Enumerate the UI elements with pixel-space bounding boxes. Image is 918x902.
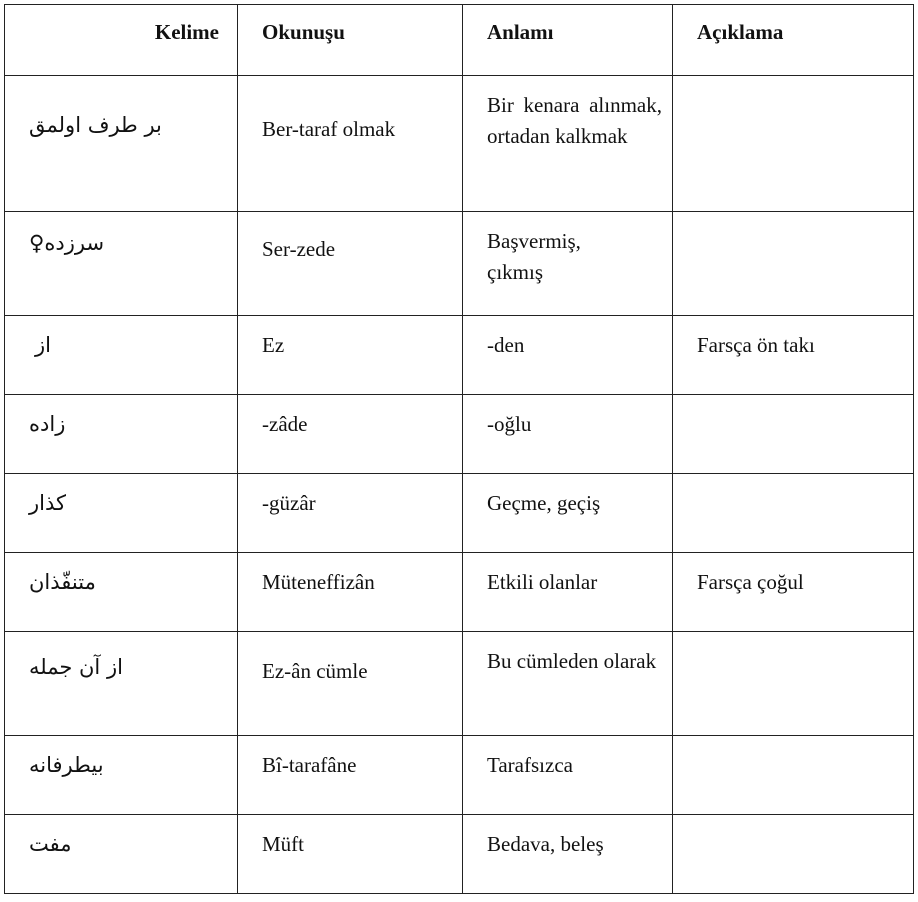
- cell-kelime: بر طرف اولمق: [5, 76, 238, 212]
- cell-aciklama: [673, 815, 914, 894]
- cell-aciklama: [673, 212, 914, 316]
- table-row: [5, 553, 914, 632]
- cell-aciklama: [673, 474, 914, 553]
- header-kelime: Kelime: [5, 5, 238, 76]
- table-row: [5, 76, 914, 212]
- table-row: [5, 316, 914, 395]
- cell-aciklama: [673, 76, 914, 212]
- table-row: [5, 474, 914, 553]
- table-header-row: [5, 5, 914, 76]
- cell-kelime: سرزده♀: [5, 212, 238, 316]
- cell-aciklama: [673, 736, 914, 815]
- cell-okunusu: -zâde: [238, 395, 463, 474]
- cell-anlami: Etkili olanlar: [463, 553, 673, 632]
- cell-okunusu: Ez: [238, 316, 463, 395]
- cell-okunusu: Müteneffizân: [238, 553, 463, 632]
- cell-aciklama: Farsça çoğul: [673, 553, 914, 632]
- cell-kelime: بيطرفانه: [5, 736, 238, 815]
- table-row: [5, 212, 914, 316]
- cell-anlami: -oğlu: [463, 395, 673, 474]
- cell-kelime: مفت: [5, 815, 238, 894]
- cell-anlami: Bu cümleden olarak: [463, 632, 673, 736]
- cell-okunusu: -güzâr: [238, 474, 463, 553]
- cell-aciklama: [673, 395, 914, 474]
- cell-okunusu: Ber-taraf olmak: [238, 76, 463, 212]
- table-row: [5, 815, 914, 894]
- vocabulary-table: [4, 4, 914, 894]
- cell-kelime: كذار: [5, 474, 238, 553]
- cell-anlami: Başvermiş, çıkmış: [463, 212, 673, 316]
- cell-anlami: -den: [463, 316, 673, 395]
- cell-kelime: از آن جمله: [5, 632, 238, 736]
- table-row: [5, 395, 914, 474]
- table-row: [5, 736, 914, 815]
- cell-kelime: زاده: [5, 395, 238, 474]
- cell-aciklama: Farsça ön takı: [673, 316, 914, 395]
- cell-kelime: متنفّذان: [5, 553, 238, 632]
- header-okunusu: Okunuşu: [238, 5, 463, 76]
- cell-okunusu: Ser-zede: [238, 212, 463, 316]
- cell-okunusu: Müft: [238, 815, 463, 894]
- cell-anlami: Geçme, geçiş: [463, 474, 673, 553]
- cell-anlami: Bedava, beleş: [463, 815, 673, 894]
- cell-kelime: از: [5, 316, 238, 395]
- header-anlami: Anlamı: [463, 5, 673, 76]
- cell-okunusu: Bî-tarafâne: [238, 736, 463, 815]
- cell-anlami: Tarafsızca: [463, 736, 673, 815]
- cell-aciklama: [673, 632, 914, 736]
- cell-anlami: Bir kenara alınmak, ortadan kalkmak: [463, 76, 673, 212]
- cell-okunusu: Ez-ân cümle: [238, 632, 463, 736]
- table-row: [5, 632, 914, 736]
- header-aciklama: Açıklama: [673, 5, 914, 76]
